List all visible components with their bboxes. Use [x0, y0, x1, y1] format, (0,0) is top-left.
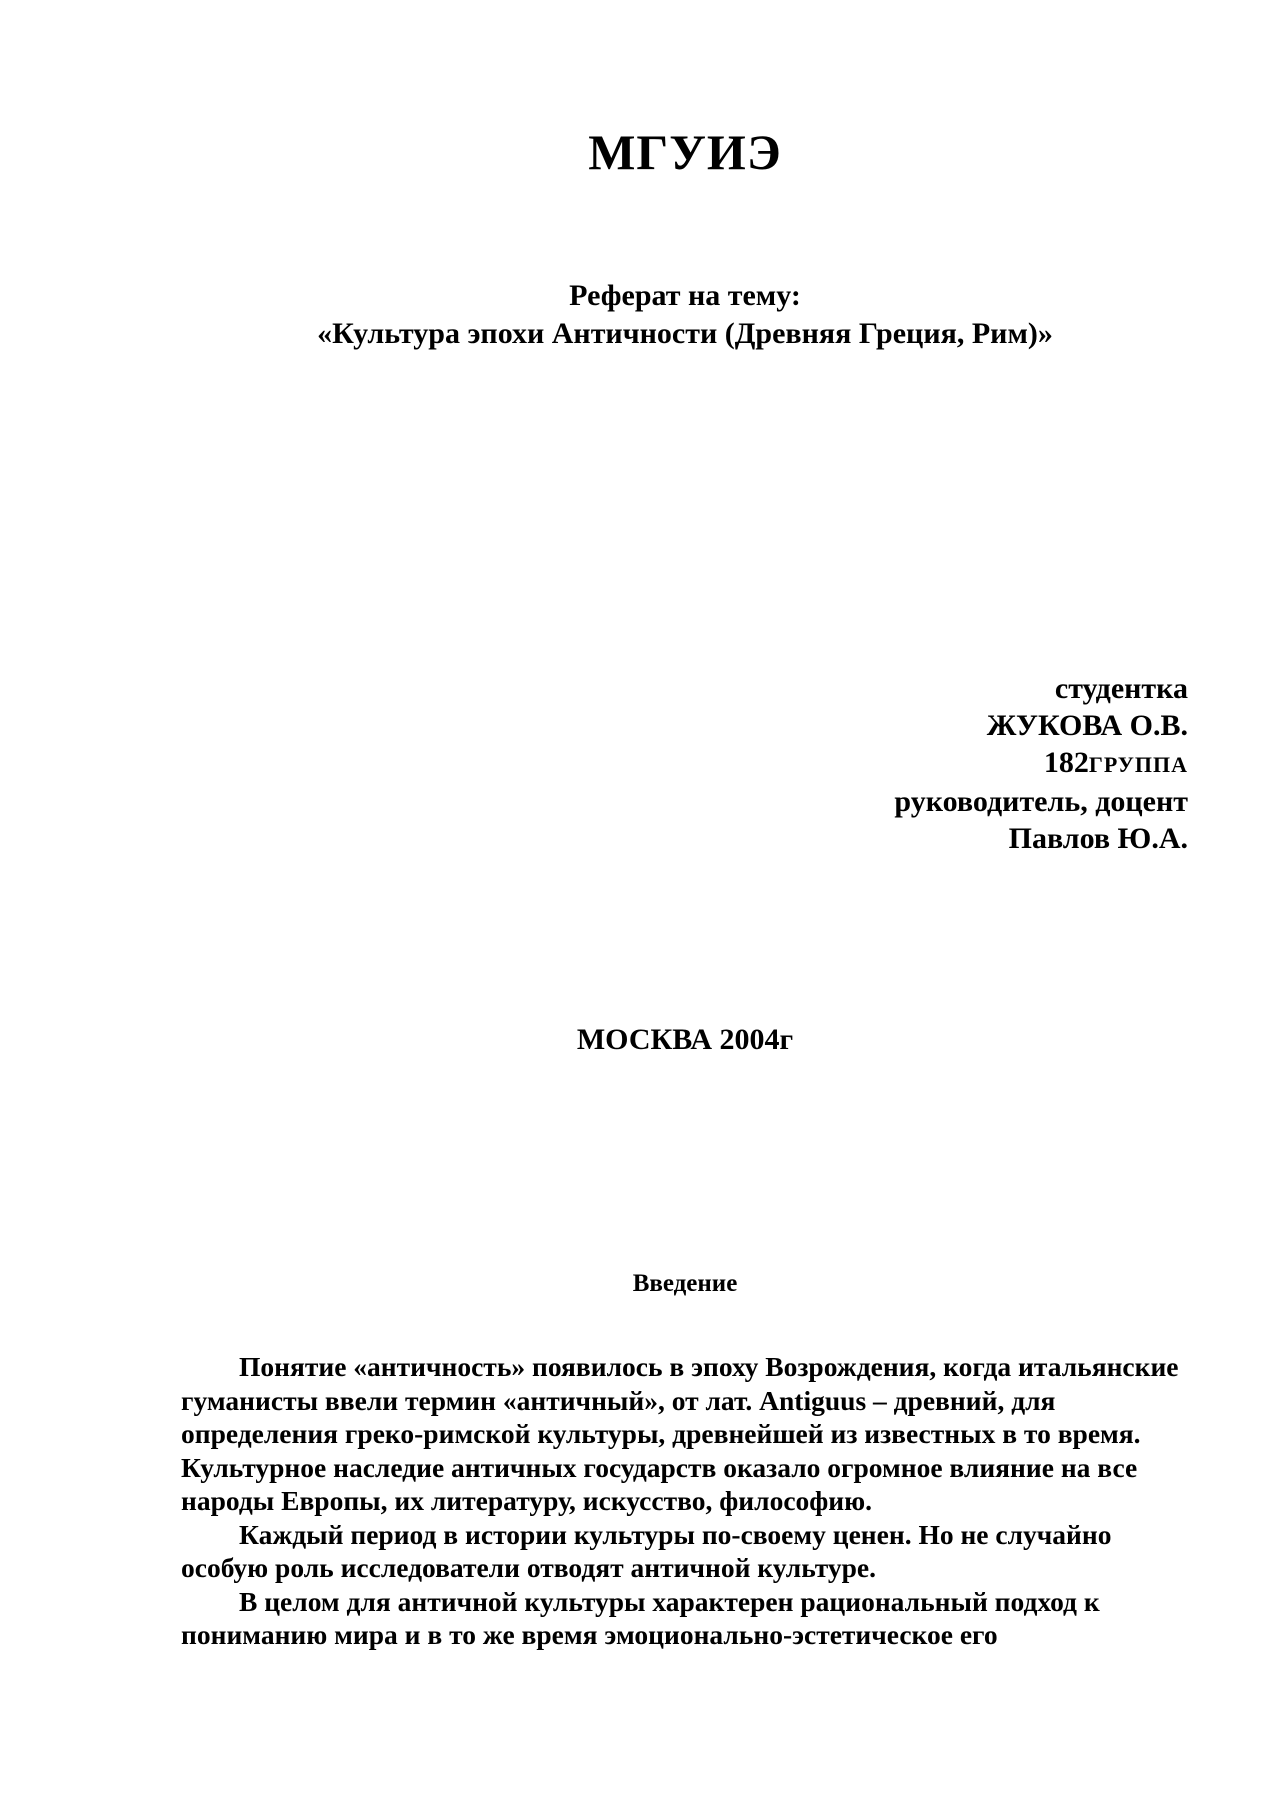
group-word: ГРУППА — [1088, 752, 1188, 777]
introduction-body — [181, 1350, 1181, 1652]
student-group — [588, 744, 1188, 783]
paragraph: Понятие «античность» появилось в эпоху Возрождения, когда итальянские гуманисты ввели термин «античный», от лат. Antiguus – древний, для определения греко-римской культуры, древнейшей из известных в то время. Культурное наследие античных государств оказало огромное влияние на все народы Европы, их литературу, искусство, философию. — [181, 1351, 1179, 1516]
paragraph: В целом для античной культуры характерен рациональный подход к пониманию мира и в то же время эмоционально-эстетическое его — [181, 1585, 1100, 1650]
institution-name: МГУИЭ — [588, 124, 782, 180]
city-year: МОСКВА 2004г — [576, 1023, 794, 1056]
report-title-intro: Реферат на тему: — [569, 279, 801, 312]
introduction-heading: Введение — [632, 1270, 738, 1297]
report-title-block — [0, 277, 1280, 353]
supervisor-name: Павлов Ю.А. — [1008, 822, 1188, 855]
student-name: ЖУКОВА О.В. — [986, 709, 1188, 742]
student-role: студентка — [1054, 672, 1188, 705]
paragraph: Каждый период в истории культуры по-своему ценен. Но не случайно особую роль исследователи отводят античной культуре. — [181, 1518, 1112, 1583]
group-number: 182 — [1043, 746, 1089, 779]
report-title-topic: «Культура эпохи Античности (Древняя Греция, Рим)» — [317, 317, 1053, 350]
supervisor-role: руководитель, доцент — [894, 785, 1188, 818]
author-block — [588, 670, 1188, 857]
